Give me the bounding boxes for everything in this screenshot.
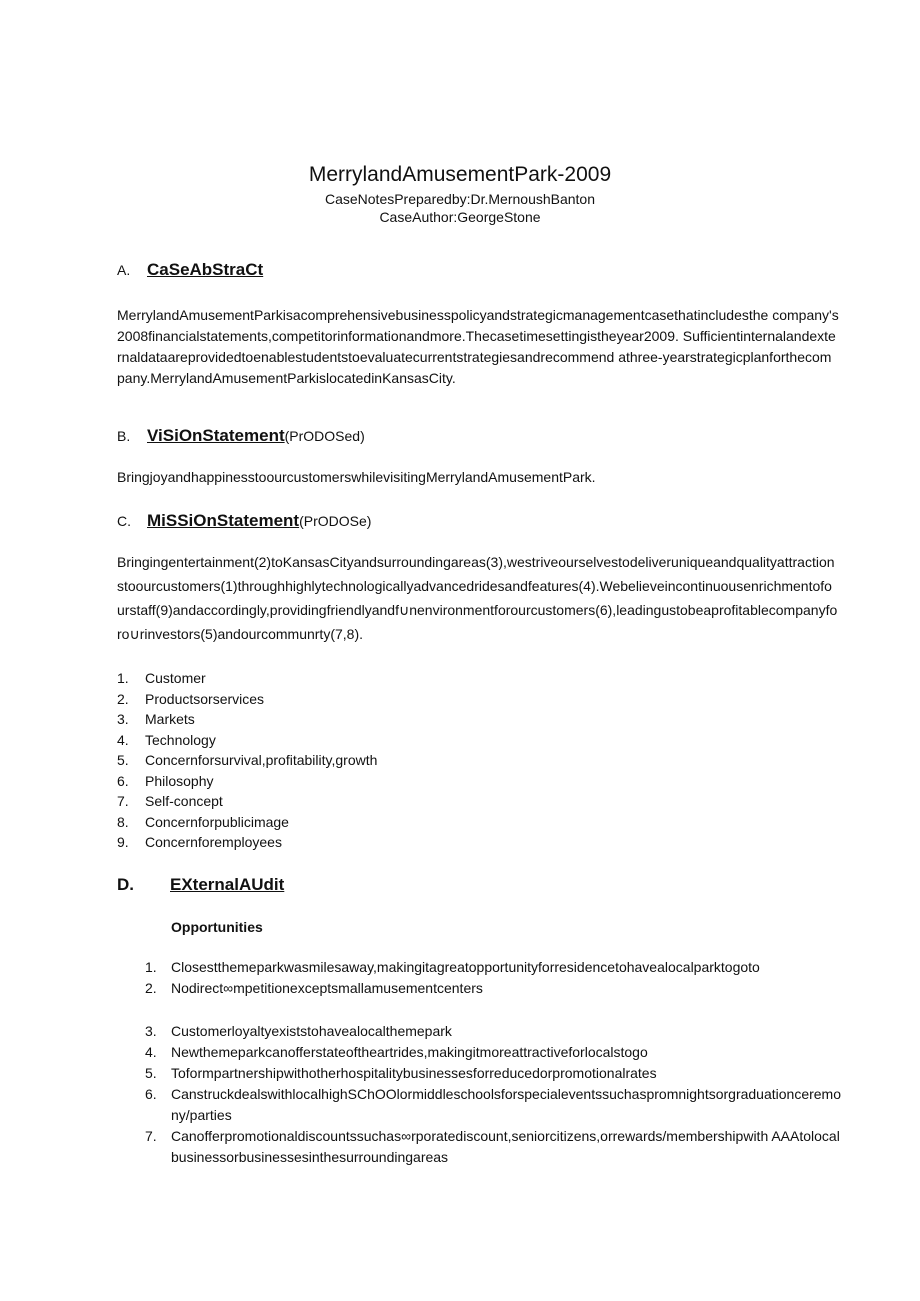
document-title: MerrylandAmusementPark-2009 bbox=[308, 163, 612, 186]
section-d-title: EXternalAUdit bbox=[170, 875, 285, 894]
document-header bbox=[0, 160, 920, 226]
list-item: 5. Concernforsurvival,profitability,growth bbox=[117, 752, 378, 768]
list-item: 7. Canofferpromotionaldiscountssuchas∞rporatediscount,seniorcitizens,orrewards/membershipwith AAAtolocalbusinessorbusinessesinthesurroundingareas bbox=[145, 1128, 840, 1165]
section-a-letter: A. bbox=[117, 262, 131, 278]
list-item: 8. Concernforpublicimage bbox=[117, 813, 289, 830]
list-item: 1. Customer bbox=[117, 670, 206, 686]
section-c-suffix: (PrODOSe) bbox=[299, 513, 372, 529]
section-b-suffix: (PrODOSed) bbox=[284, 428, 365, 444]
list-item: 4. Newthemeparkcanofferstateoftheartrides,makingitmoreattractiveforlocalstogo bbox=[145, 1044, 648, 1060]
opportunities-list bbox=[145, 957, 845, 999]
case-abstract-paragraph: MerrylandAmusementParkisacomprehensivebusinesspolicyandstrategicmanagementcasethatincludesthe company's2008financialstatements,competitorinformationandmore.Thecasetimesettingistheyear2009. Sufficientinternalandexternaldataareprovidedtoenablestudentstoevaluatecurrentstrategiesandrecommend athree-yearstrategicplanforthecompany.MerrylandAmusementParkislocatedinKansasCity. bbox=[117, 307, 839, 386]
section-b-heading bbox=[117, 425, 365, 447]
section-c-title: MiSSiOnStatement bbox=[147, 511, 300, 530]
mission-components-list bbox=[117, 668, 377, 853]
list-item: 9. Concernforemployees bbox=[117, 834, 282, 850]
list-item: 7. Self-concept bbox=[117, 793, 223, 809]
section-b-title: ViSiOnStatement bbox=[147, 426, 285, 445]
list-item: 6. Philosophy bbox=[117, 772, 214, 789]
section-a-heading bbox=[117, 259, 263, 281]
list-item: 2. Productsorservices bbox=[117, 690, 265, 707]
list-item: 1. Closestthemeparkwasmilesaway,makingitagreatopportunityforresidencetohavealocalparktogoto bbox=[145, 959, 760, 975]
vision-statement-paragraph: BringjoyandhappinesstoourcustomerswhilevisitingMerrylandAmusementPark. bbox=[117, 469, 596, 485]
opportunities-list-continued bbox=[145, 1021, 845, 1168]
list-item: 5. Toformpartnershipwithotherhospitalitybusinessesforreducedorpromotionalrates bbox=[145, 1065, 657, 1081]
section-d-heading bbox=[117, 873, 284, 897]
section-a-title: CaSeAbStraCt bbox=[147, 260, 264, 279]
section-d-letter: D. bbox=[117, 875, 134, 894]
section-b-letter: B. bbox=[117, 428, 131, 444]
list-item: 4. Technology bbox=[117, 731, 216, 748]
case-author-line: CaseAuthor:GeorgeStone bbox=[379, 209, 541, 225]
list-item: 3. Customerloyaltyexiststohavealocalthemepark bbox=[145, 1023, 452, 1039]
prepared-by-line: CaseNotesPreparedby:Dr.MernoushBanton bbox=[324, 191, 596, 207]
list-item: 6. CanstruckdealswithlocalhighSChOOlormiddleschoolsforspecialeventssuchaspromnightsorgraduationceremony/parties bbox=[145, 1086, 842, 1123]
list-item: 3. Markets bbox=[117, 711, 195, 727]
mission-statement-paragraph: Bringingentertainment(2)toKansasCityandsurroundingareas(3),westriveourselvestodeliveruniqueandqualityattractionstoourcustomers(1)throughhighlytechnologicallyadvancedridesandfeatures(4).Webelieveincontinuousenrichmentofourstaff(9)andaccordingly,providingfriendlyandf∪nenvironmentforourcustomers(6),leadingustobeaprofitablecompanyforo∪rinvestors(5)andourcommunrty(7,8). bbox=[117, 554, 838, 642]
list-item: 2. Nodirect∞mpetitionexceptsmallamusementcenters bbox=[145, 980, 483, 996]
section-c-heading bbox=[117, 510, 371, 532]
opportunities-label: Opportunities bbox=[171, 919, 263, 935]
section-c-letter: C. bbox=[117, 513, 131, 529]
